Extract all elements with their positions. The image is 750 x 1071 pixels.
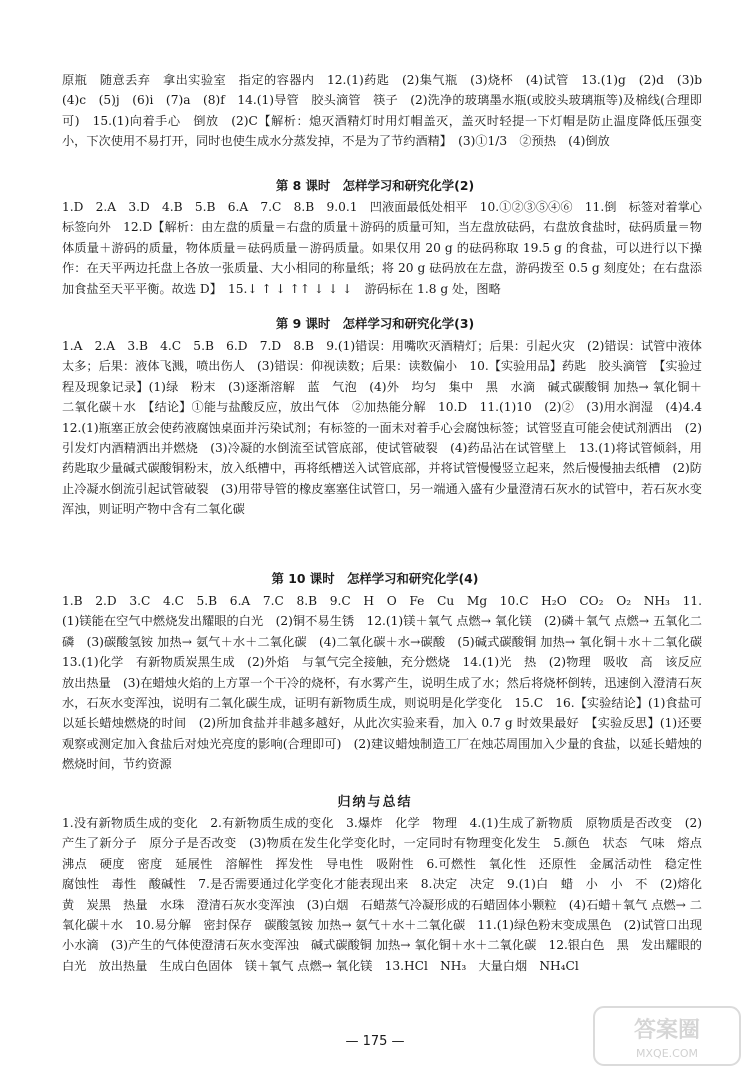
section-top-text: 原瓶 随意丢弃 拿出实验室 指定的容器内 12.(1)药匙 (2)集气瓶 (3)烧杯 (4)试管 13.(1)g (2)d (3)b (4)c (5)j (6)i (7)a (8)f 14.(1)导管 胶头滴管 筷子 (2)洗净的玻璃墨水瓶(或胶头玻璃瓶等)及棉线(合理即可) 15.(1)向着手心 倒放 (2)C【解析：熄灭酒精灯时用灯帽盖灭，盖灭时轻提一下灯帽是防止温度降低压强变小，下次使用不易打开，同时也使生成水分蒸发掉，不是为了节约酒精】 (3)①1/3 ②预热 (4)倒放 [62, 73, 715, 149]
summary-text: 1.没有新物质生成的变化 2.有新物质生成的变化 3.爆炸 化学 物理 4.(1)生成了新物质 原物质是否改变 (2)产生了新分子 原分子是否改变 (3)物质在发生化学变化时，一定同时有物理变化发生 5.颜色 状态 气味 熔点 沸点 硬度 密度 延展性 溶解性 挥发性 导电性 吸附性 6.可燃性 氧化性 还原性 金属活动性 稳定性 腐蚀性 毒性 酸碱性 7.是否需要通过化学变化才能表现出来 8.决定 决定 9.(1)白 蜡 小 小 不 (2)熔化 黄 炭黑 热量 水珠 澄清石灰水变浑浊 (3)白烟 石蜡蒸气冷凝形成的石蜡固体小颗粒 (4)石蜡＋氧气 点燃→ 二氧化碳＋水 10.易分解 密封保存 碳酸氢铵 加热→ 氨气＋水＋二氧化碳 11.(1)绿色粉末变成黑色 (2)试管口出现小水滴 (3)产生的气体使澄清石灰水变浑浊 碱式碳酸铜 加热→ 氧化铜＋水＋二氧化碳 12.银白色 黑 发出耀眼的白光 放出热量 生成白色固体 镁＋氧气 点燃→ 氧化镁 13.HCl NH₃ 大量白烟 NH₄Cl [62, 816, 715, 973]
lesson10-title: 第 10 课时 怎样学习和研究化学(4) [271, 571, 479, 586]
page-number: — 175 — [345, 1034, 405, 1049]
lesson9-text: 1.A 2.A 3.B 4.C 5.B 6.D 7.D 8.B 9.(1)错误：用嘴吹灭酒精灯；后果：引起火灾 (2)错误：试管中液体太多；后果：液体飞溅，喷出伤人 (3)错误：仰视读数；后果：读数偏小 10.【实验用品】药匙 胶头滴管 【实验过程及现象记录】(1)绿 粉末 (3)逐渐溶解 蓝 气泡 (4)外 均匀 集中 黑 水滴 碱式碳酸铜 加热→ 氧化铜＋二氧化碳＋水 【结论】①能与盐酸反应，放出气体 ②加热能分解 10.D 11.(1)10 (2)② (3)用水润湿 (4)4.4 12.(1)瓶塞正放会使药液腐蚀桌面并污染试剂；有标签的一面未对着手心会腐蚀标签；试管竖直可能会使试剂洒出 (2)引发灯内酒精洒出并燃烧 (3)冷凝的水倒流至试管底部，使试管破裂 (4)药品沾在试管壁上 13.(1)将试管倾斜，用药匙取少量碱式碳酸铜粉末，放入纸槽中，再将纸槽送入试管底部，并将试管慢慢竖立起来，然后慢慢抽去纸槽 (2)防止冷凝水倒流引起试管破裂 (3)用带导管的橡皮塞塞住试管口，另一端通入盛有少量澄清石灰水的试管中，若石灰水变浑浊，则证明产物中含有二氧化碳 [62, 339, 715, 517]
summary-title: 归纳与总结 [337, 795, 413, 810]
lesson8-text: 1.D 2.A 3.D 4.B 5.B 6.A 7.C 8.B 9.0.1 凹液面最低处相平 10.①②③⑤④⑥ 11.倒 标签对着掌心 标签向外 12.D【解析：由左盘的质量＝右盘的质量＋游码的质量可知，当左盘放砝码，右盘放食盐时，砝码质量＝物体质量＋游码的质量，物体质量＝砝码质量－游码质量。如果仅用 20 g 的砝码称取 19.5 g 的食盐，可以进行以下操作：在天平两边托盘上各放一张质量、大小相同的称量纸；将 20 g 砝码放在左盘，游码拨至 0.5 g 刻度处；在右盘添加食盐至天平平衡。故选 D】 15.↓ ↑ ↓ ↑↑ ↓ ↓ ↓ 游码标在 1.8 g 处，图略 [62, 200, 715, 296]
lesson8-title: 第 8 课时 怎样学习和研究化学(2) [275, 178, 475, 193]
watermark-big-text: 答案圈 [633, 1018, 701, 1043]
lesson9-title: 第 9 课时 怎样学习和研究化学(3) [275, 316, 475, 331]
watermark-url-text: MXQE.COM [636, 1047, 698, 1060]
lesson10-text: 1.B 2.D 3.C 4.C 5.B 6.A 7.C 8.B 9.C H O Fe Cu Mg 10.C H₂O CO₂ O₂ NH₃ 11.(1)镁能在空气中燃烧发出耀眼的白光 (2)铜不易生锈 12.(1)镁＋氧气 点燃→ 氧化镁 (2)磷＋氧气 点燃→ 五氧化二磷 (3)碳酸氢铵 加热→ 氨气＋水＋二氧化碳 (4)二氧化碳＋水→碳酸 (5)碱式碳酸铜 加热→ 氧化铜＋水＋二氧化碳 13.(1)化学 有新物质炭黑生成 (2)外焰 与氧气完全接触，充分燃烧 14.(1)光 热 (2)物理 吸收 高 该反应放出热量 (3)在蜡烛火焰的上方罩一个干冷的烧杯，有水雾产生，说明生成了水；然后将烧杯倒转，迅速倒入澄清石灰水，石灰水变浑浊，说明有二氧化碳生成，证明有新物质生成，则说明是化学变化 15.C 16.【实验结论】(1)食盐可以延长蜡烛燃烧的时间 (2)所加食盐并非越多越好，从此次实验来看，加入 0.7 g 时效果最好 【实验反思】(1)还要观察或测定加入食盐后对烛光亮度的影响(合理即可) (2)建议蜡烛制造工厂在烛芯周围加入少量的食盐，以延长蜡烛的燃烧时间，节约资源 [62, 594, 715, 772]
watermark-logo-icon [592, 1005, 742, 1067]
